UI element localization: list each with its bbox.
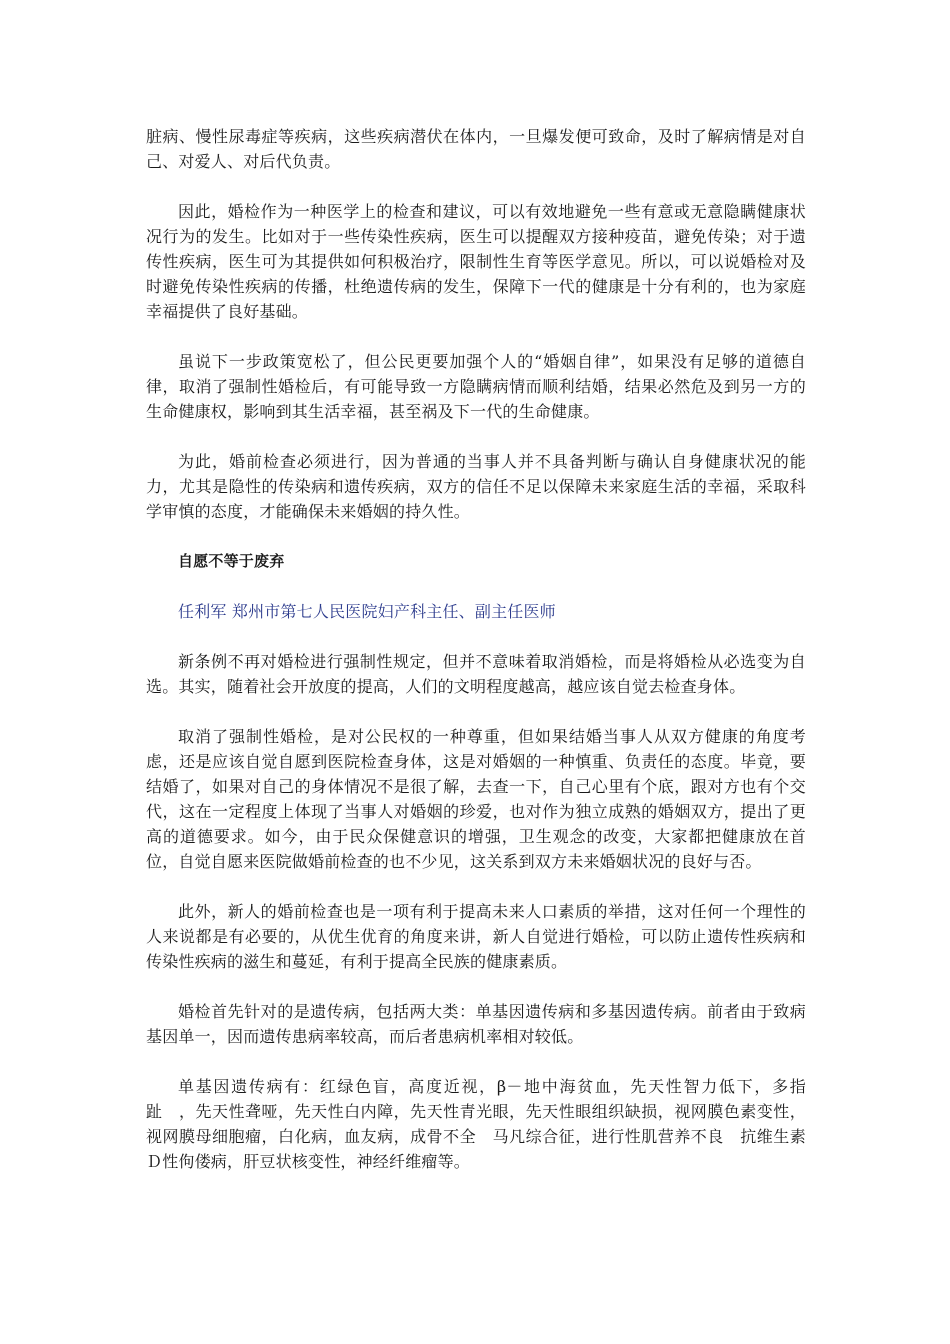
paragraph: 为此，婚前检查必须进行，因为普通的当事人并不具备判断与确认自身健康状况的能力，尤其是隐性的传染病和遗传疾病，双方的信任不足以保障未来家庭生活的幸福，采取科学审慎的态度，才能确保未来婚姻的持久性。 xyxy=(146,452,806,521)
paragraph: 虽说下一步政策宽松了，但公民更要加强个人的“婚姻自律”，如果没有足够的道德自律，取消了强制性婚检后，有可能导致一方隐瞒病情而顺利结婚，结果必然危及到另一方的生命健康权，影响到其生活幸福，甚至祸及下一代的生命健康。 xyxy=(146,352,806,421)
document-page xyxy=(146,124,823,1199)
section-heading: 自愿不等于废弃 xyxy=(178,552,285,570)
paragraph: 因此，婚检作为一种医学上的检查和建议，可以有效地避免一些有意或无意隐瞒健康状况行为的发生。比如对于一些传染性疾病，医生可以提醒双方接种疫苗，避免传染；对于遗传性疾病，医生可为其提供如何积极治疗，限制性生育等医学意见。所以，可以说婚检对及时避免传染性疾病的传播，杜绝遗传病的发生，保障下一代的健康是十分有利的，也为家庭幸福提供了良好基础。 xyxy=(146,202,806,321)
paragraph: 婚检首先针对的是遗传病，包括两大类：单基因遗传病和多基因遗传病。前者由于致病基因单一，因而遗传患病率较高，而后者患病机率相对较低。 xyxy=(146,1002,806,1046)
paragraph: 取消了强制性婚检，是对公民权的一种尊重，但如果结婚当事人从双方健康的角度考虑，还是应该自觉自愿到医院检查身体，这是对婚姻的一种慎重、负责任的态度。毕竟，要结婚了，如果对自己的身体情况不是很了解，去查一下，自己心里有个底，跟对方也有个交代，这在一定程度上体现了当事人对婚姻的珍爱，也对作为独立成熟的婚姻双方，提出了更高的道德要求。如今，由于民众保健意识的增强，卫生观念的改变，大家都把健康放在首位，自觉自愿来医院做婚前检查的也不少见，这关系到双方未来婚姻状况的良好与否。 xyxy=(146,727,806,871)
paragraph: 新条例不再对婚检进行强制性规定，但并不意味着取消婚检，而是将婚检从必选变为自选。其实，随着社会开放度的提高，人们的文明程度越高，越应该自觉去检查身体。 xyxy=(146,652,806,696)
author-byline: 任利军 郑州市第七人民医院妇产科主任、副主任医师 xyxy=(178,602,556,621)
paragraph: 此外，新人的婚前检查也是一项有利于提高未来人口素质的举措，这对任何一个理性的人来说都是有必要的，从优生优育的角度来讲，新人自觉进行婚检，可以防止遗传性疾病和传染性疾病的滋生和蔓延，有利于提高全民族的健康素质。 xyxy=(146,902,806,971)
paragraph-continuation: 脏病、慢性尿毒症等疾病，这些疾病潜伏在体内，一旦爆发便可致命，及时了解病情是对自己、对爱人、对后代负责。 xyxy=(146,127,806,171)
paragraph: 单基因遗传病有：红绿色盲，高度近视，β－地中海贫血，先天性智力低下，多指 趾 ，先天性聋哑，先天性白内障，先天性青光眼，先天性眼组织缺损，视网膜色素变性，视网膜母细胞瘤，白化病，血友病，成骨不全 马凡综合征，进行性肌营养不良 抗维生素Ｄ性佝偻病，肝豆状核变性，神经纤维瘤等。 xyxy=(146,1077,823,1171)
